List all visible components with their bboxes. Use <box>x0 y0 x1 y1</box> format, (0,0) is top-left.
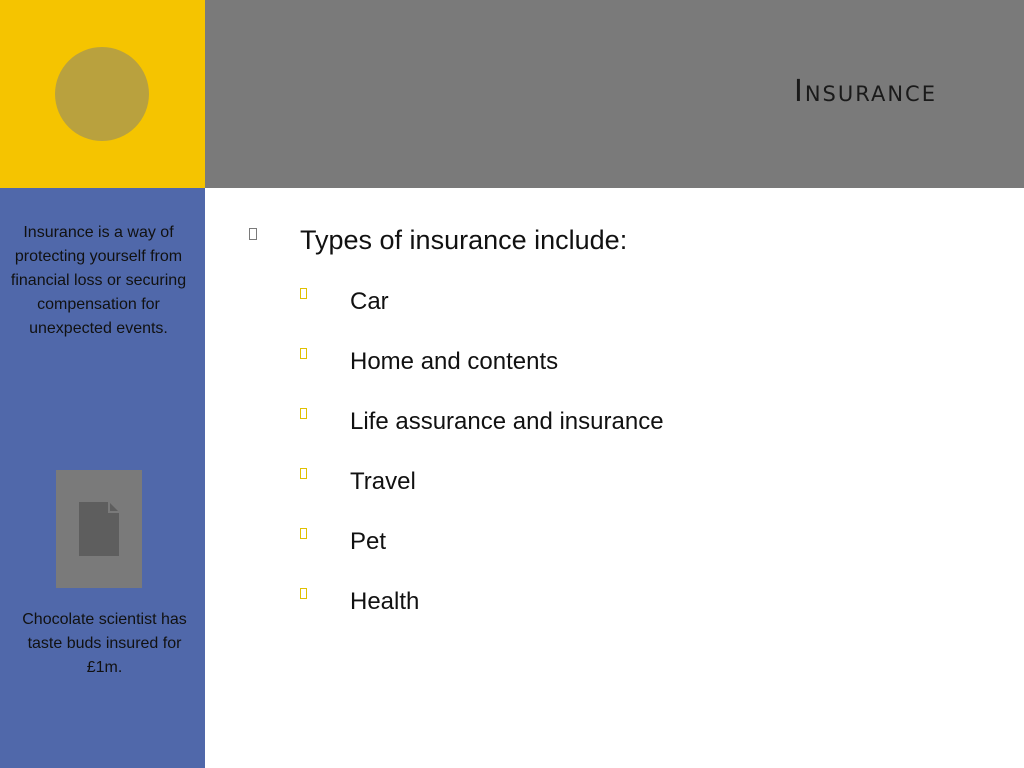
content-heading: Types of insurance include: <box>300 225 628 255</box>
list-item: Health <box>350 588 420 615</box>
sub-bullet-marker-icon <box>300 348 307 359</box>
sidebar <box>0 188 205 768</box>
list-item: Life assurance and insurance <box>350 408 664 435</box>
list-item: Car <box>350 288 389 315</box>
sub-bullet-marker-icon <box>300 468 307 479</box>
sidebar-definition-text: Insurance is a way of protecting yourself from financial loss or securing compensation for unexpected events. <box>10 224 187 337</box>
sidebar-fact-text: Chocolate scientist has taste buds insured for £1m. <box>22 611 187 676</box>
title-bar <box>205 0 1024 188</box>
list-item: Home and contents <box>350 348 559 375</box>
accent-block <box>0 0 205 188</box>
sub-bullet-marker-icon <box>300 288 307 299</box>
bullet-marker-icon <box>249 228 257 240</box>
document-icon <box>79 502 119 556</box>
decorative-circle <box>55 47 149 141</box>
slide-title: Insurance <box>793 74 937 109</box>
sub-bullet-marker-icon <box>300 408 307 419</box>
list-item: Pet <box>350 528 387 555</box>
content-area <box>205 188 1024 768</box>
picture-placeholder <box>56 470 142 588</box>
list-item: Travel <box>350 468 416 495</box>
sub-bullet-marker-icon <box>300 528 307 539</box>
sub-bullet-marker-icon <box>300 588 307 599</box>
